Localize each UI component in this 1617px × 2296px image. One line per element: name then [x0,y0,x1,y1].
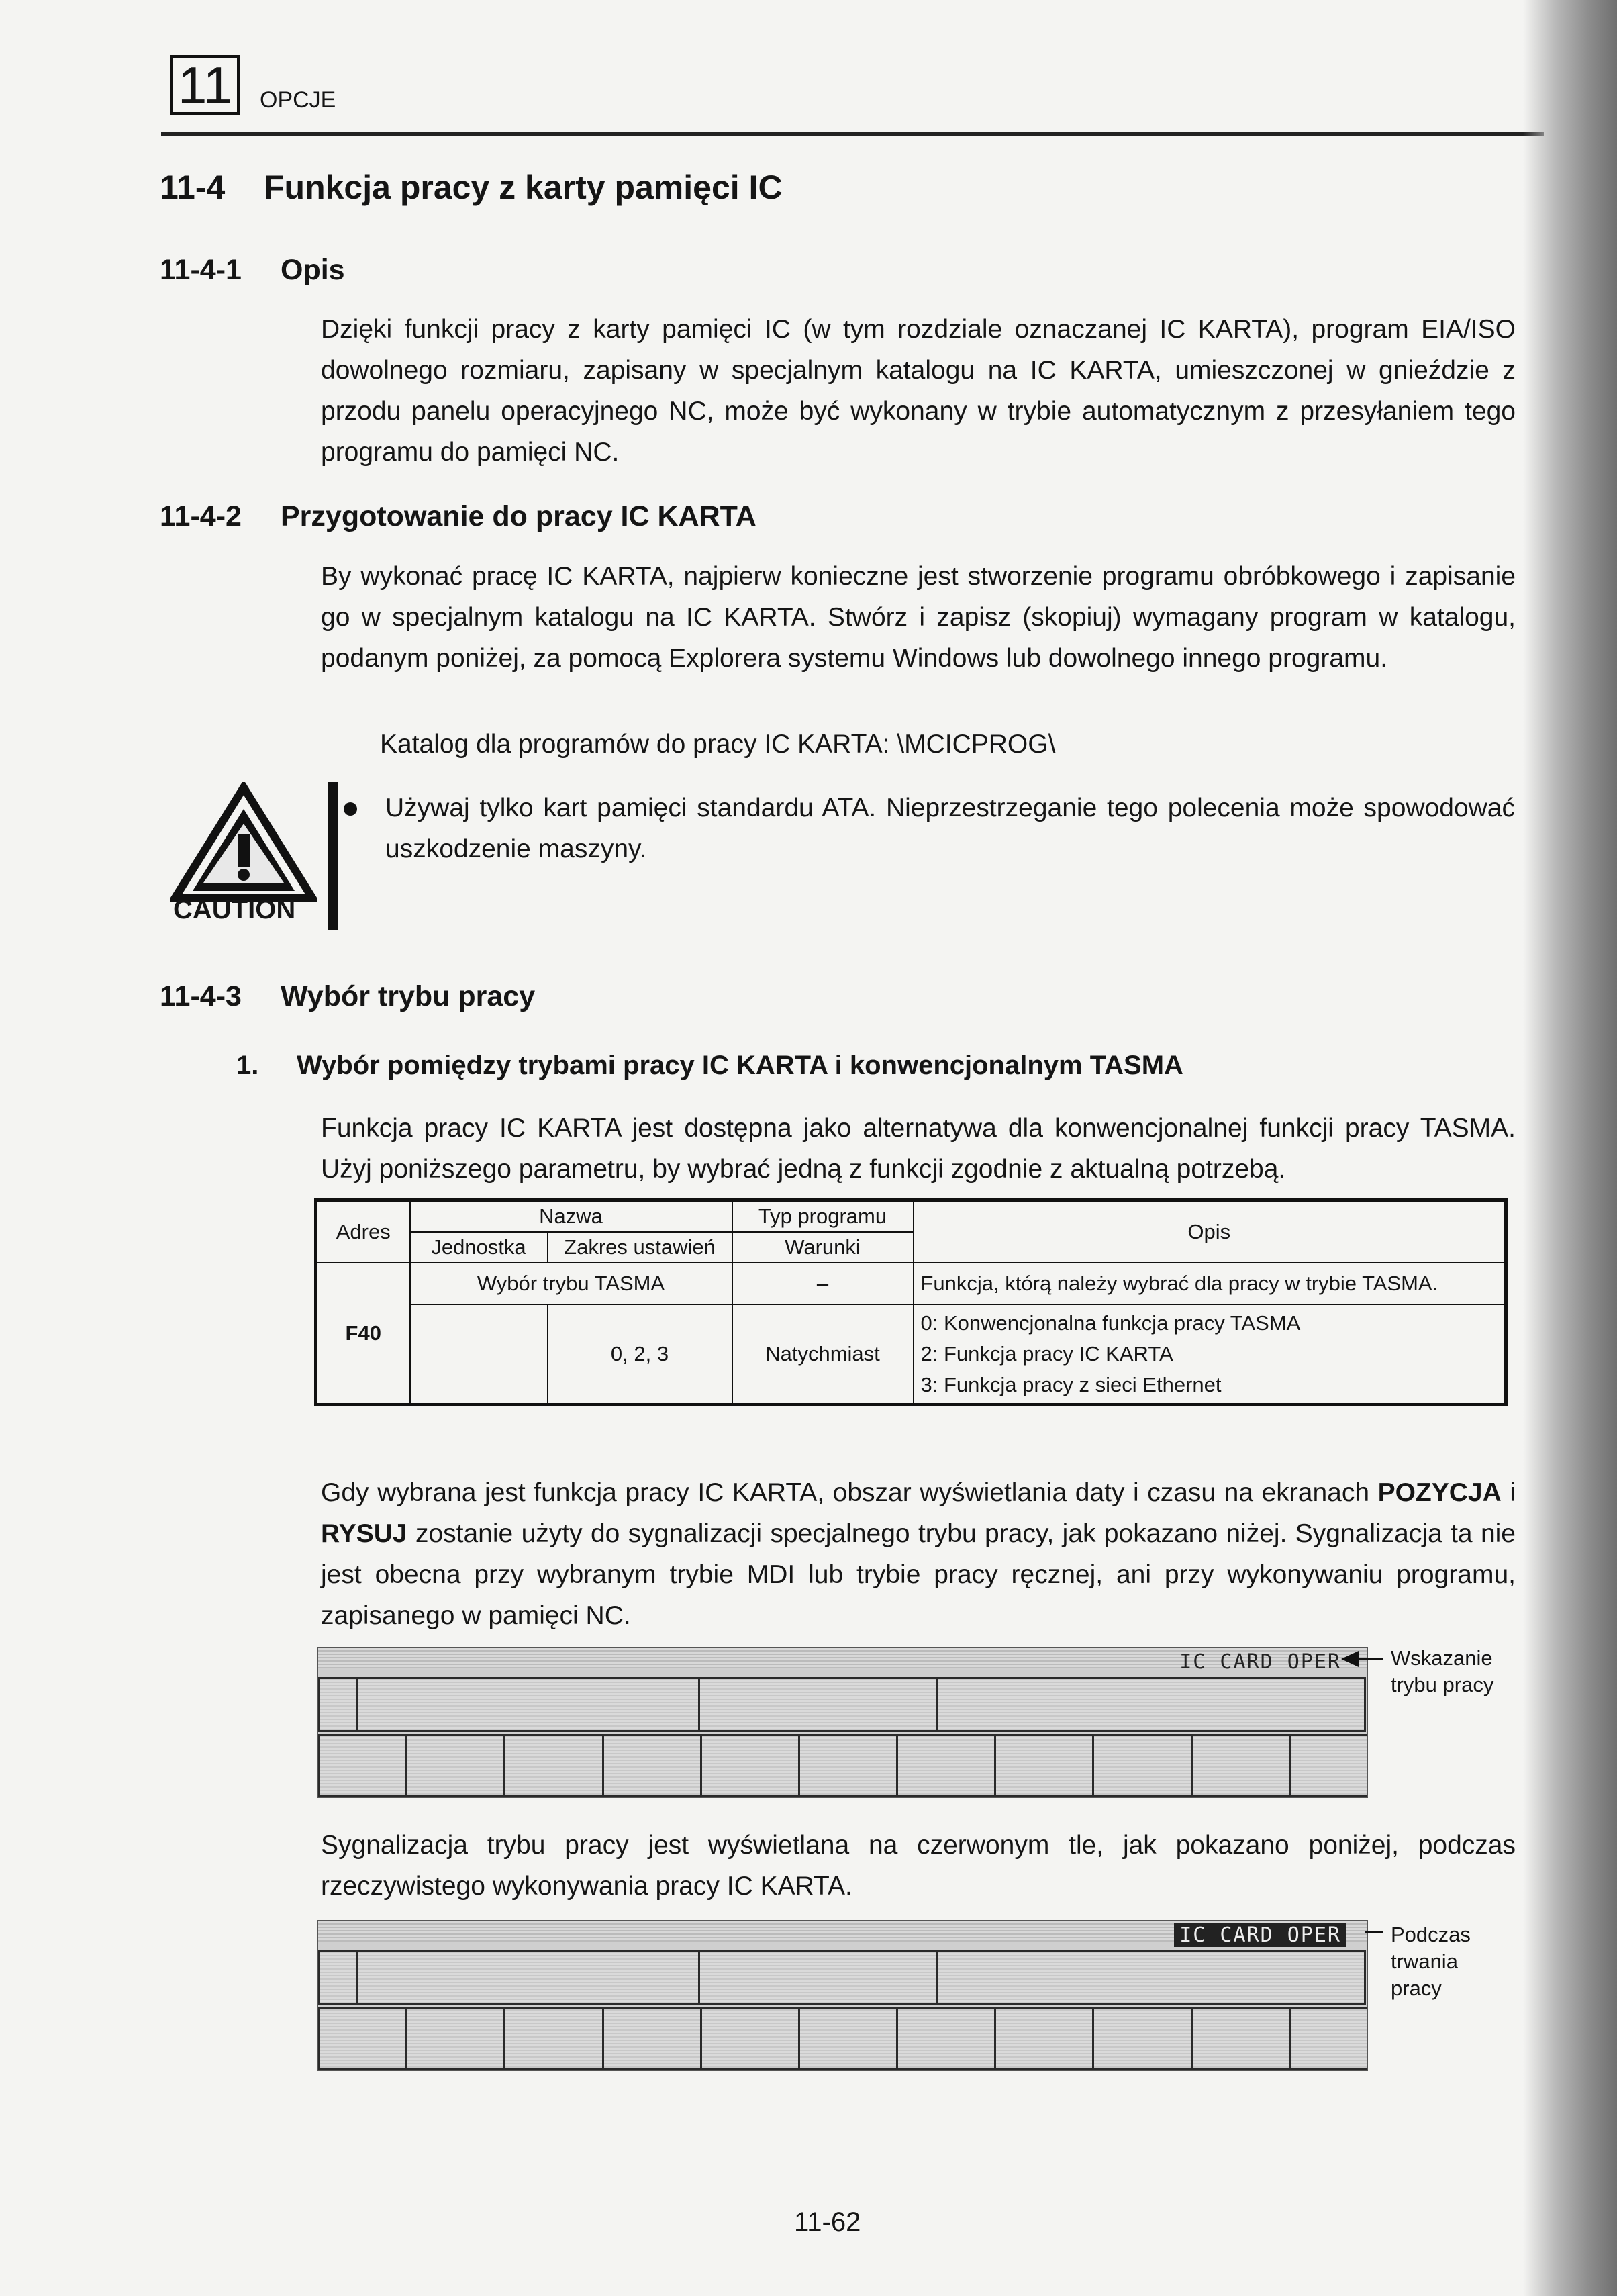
softkey [503,2007,603,2070]
subsection-heading-przygotowanie [160,500,756,533]
caution-bullet [344,787,1515,869]
chapter-number-box [170,55,240,115]
screen-cell [698,1950,938,2005]
cell-options [914,1304,1506,1405]
screen2-note [1391,1921,1471,2002]
table-row [316,1263,1506,1304]
parameter-table [314,1198,1508,1406]
mode-indicator: IC CARD OPER [1179,1650,1341,1674]
chapter-number: 11 [178,56,232,115]
softkey [1092,2007,1192,2070]
subsection-heading-wybor [160,980,535,1013]
display-text-2: i [1501,1478,1516,1507]
opis-paragraph: Dzięki funkcji pracy z karty pamięci IC (w tym rozdziale oznaczanej IC KARTA), program EIA/ISO dowolnego rozmiaru, zapisany w specjalnym katalogu na IC KARTA, umieszczonej w gnieździe z przodu panelu operacyjnego NC, może być wykonany w trybie automatycznym z przesyłaniem tego programu do pamięci NC. [321,315,1516,467]
softkey [1191,1734,1291,1797]
scan-edge-shadow [1523,0,1617,2296]
header-opis: Opis [914,1200,1506,1263]
section-title: Funkcja pracy z karty pamięci IC [264,169,783,206]
header-jednostka: Jednostka [410,1232,548,1263]
table-row [316,1304,1506,1405]
note-line: trwania [1391,1950,1458,1973]
option-item: 2: Funkcja pracy IC KARTA [920,1342,1173,1366]
cell-nazwa: Wybór trybu TASMA [410,1263,732,1304]
option-item: 0: Konwencjonalna funkcja pracy TASMA [920,1311,1301,1335]
subsection-number: 11-4-2 [160,500,242,532]
option-item: 3: Funkcja pracy z sieci Ethernet [920,1373,1222,1396]
note-line: Wskazanie [1391,1646,1493,1670]
softkey [1289,1734,1368,1797]
header-nazwa: Nazwa [410,1200,732,1233]
screen-mockup-normal [317,1647,1368,1798]
cell-typ: – [732,1263,914,1304]
cell-warunki: Natychmiast [732,1304,914,1405]
screen-cell [936,1677,1366,1732]
section-number: 11-4 [160,169,226,206]
subsection-title: Wybór trybu pracy [281,980,536,1012]
cell-zakres: 0, 2, 3 [548,1304,732,1405]
softkey [405,1734,505,1797]
screen-softkey-row [318,2007,1367,2070]
header-adres: Adres [316,1200,410,1263]
header-warunki: Warunki [732,1232,914,1263]
red-signal-paragraph: Sygnalizacja trybu pracy jest wyświetlana na czerwonym tle, jak pokazano poniżej, podczas rzeczywistego wykonywania pracy IC KARTA. [321,1831,1516,1901]
subsection-number: 11-4-1 [160,254,242,286]
softkey [1092,1734,1192,1797]
screen-mockup-active [317,1920,1368,2071]
screen-cell [356,1950,700,2005]
display-paragraph [321,1472,1516,1636]
cell-opis: Funkcja, którą należy wybrać dla pracy w trybie TASMA. [914,1263,1506,1304]
softkey [798,2007,898,2070]
header-zakres: Zakres ustawień [548,1232,732,1263]
softkey [896,1734,996,1797]
chapter-title: OPCJE [260,87,336,113]
softkey [700,2007,800,2070]
softkey [798,1734,898,1797]
screen-cell [318,1677,358,1732]
screen-window-row [318,1677,1367,1732]
bullet-dot-icon [344,802,357,816]
caution-text: Używaj tylko kart pamięci standardu ATA. Nieprzestrzeganie tego polecenia może spowodować uszkodzenie maszyny. [385,794,1515,863]
subsection-number: 11-4-3 [160,980,242,1012]
softkey [1289,2007,1368,2070]
header-rule [161,132,1544,136]
subsection-title: Opis [281,254,345,286]
item-number: 1. [236,1051,259,1080]
note-line: Podczas [1391,1923,1471,1946]
softkey [503,1734,603,1797]
arrow-line [1356,1658,1383,1660]
mode-indicator-active: IC CARD OPER [1174,1923,1346,1947]
softkey [896,2007,996,2070]
subsection-heading-opis [160,254,345,287]
section-heading [160,168,783,207]
caution-bar [328,782,338,930]
screen-window-row [318,1950,1367,2005]
screen-cell [698,1677,938,1732]
wybor-intro-paragraph: Funkcja pracy IC KARTA jest dostępna jako alternatywa dla konwencjonalnej funkcji pracy TASMA. Użyj poniższego parametru, by wybrać jedną z funkcji zgodnie z aktualną potrzebą. [321,1114,1516,1184]
page-number: 11-62 [794,2207,861,2237]
screen-softkey-row [318,1734,1367,1797]
numbered-item-heading [236,1051,1183,1081]
caution-warning-icon [170,782,317,910]
item-title: Wybór pomiędzy trybami pracy IC KARTA i konwencjonalnym TASMA [297,1051,1183,1080]
note-line: trybu pracy [1391,1673,1494,1696]
softkey [1191,2007,1291,2070]
przygotowanie-paragraph: By wykonać pracę IC KARTA, najpierw konieczne jest stworzenie programu obróbkowego i zapisanie go w specjalnym katalogu na IC KARTA. Stwórz i zapisz (skopiuj) wymagany program w katalogu, podanym poniżej, za pomocą Explorera systemu Windows lub dowolnego innego programu. [321,562,1516,673]
header-typ: Typ programu [732,1200,914,1233]
display-bold-pozycja: POZYCJA [1377,1478,1502,1507]
softkey [994,1734,1094,1797]
screen1-note [1391,1645,1493,1699]
subsection-title: Przygotowanie do pracy IC KARTA [281,500,756,532]
display-bold-rysuj: RYSUJ [321,1519,407,1548]
softkey [318,2007,407,2070]
caution-label: CAUTION [173,895,296,924]
pointer-line [1365,1931,1383,1933]
note-line: pracy [1391,1976,1442,2000]
softkey [318,1734,407,1797]
catalog-line: Katalog dla programów do pracy IC KARTA: \MCICPROG\ [380,730,1056,759]
display-text-1: Gdy wybrana jest funkcja pracy IC KARTA, obszar wyświetlania daty i czasu na ekranach [321,1478,1378,1507]
table-header-row-1 [316,1200,1506,1233]
screen-cell [936,1950,1366,2005]
cell-adres: F40 [316,1263,410,1405]
screen-cell [356,1677,700,1732]
softkey [405,2007,505,2070]
softkey [994,2007,1094,2070]
softkey [602,2007,702,2070]
display-text-3: zostanie użyty do sygnalizacji specjalnego trybu pracy, jak pokazano niżej. Sygnalizacja ta nie jest obecna przy wybranym trybie MDI lub trybie pracy ręcznej, ani przy wykonywaniu programu, zapisanego w pamięci NC. [321,1519,1516,1630]
cell-jednostka [410,1304,548,1405]
screen-cell [318,1950,358,2005]
softkey [602,1734,702,1797]
softkey [700,1734,800,1797]
